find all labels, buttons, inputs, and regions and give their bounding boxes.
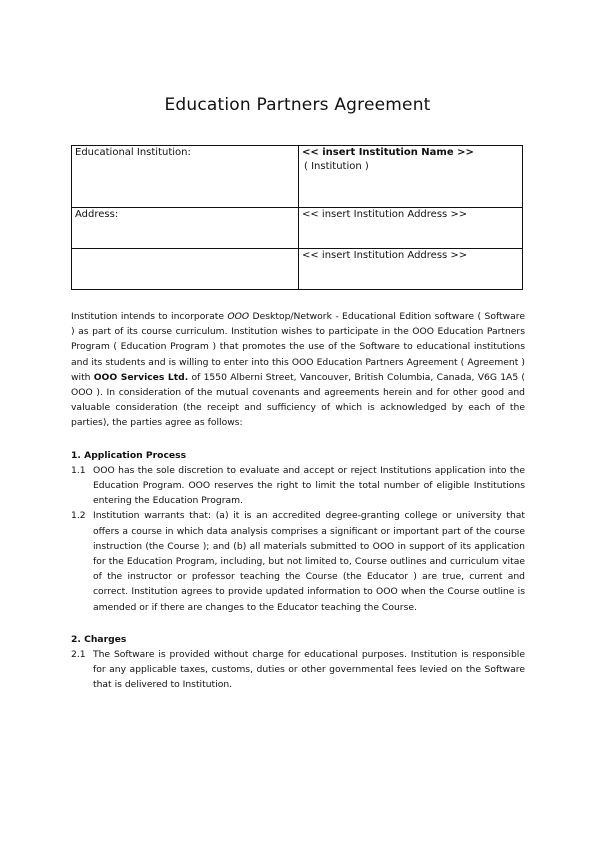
intro-text-1: Institution intends to incorporate: [71, 311, 228, 322]
clause-text: OOO has the sole discretion to evaluate and accept or reject Institutions application into the Education Program. OOO reserves the right to limit the total number of eligible Institutions entering the Education Program.: [93, 464, 525, 507]
intro-text-3: of 1550 Alberni Street, Vancouver, British Columbia, Canada, V6G 1A5 ( OOO ). In consideration of the mutual covenants and agreements herein and for other good and valuable consideration (the receipt and sufficiency of which is acknowledged by each of the parties), the parties agree as follows:: [71, 371, 526, 429]
document-title: Education Partners Agreement: [164, 95, 431, 115]
intro-paragraph: [71, 309, 525, 431]
clause-text: The Software is provided without charge for educational purposes. Institution is responsible for any applicable taxes, customs, duties or other governmental fees levied on the Software that is delivered to Institution.: [93, 649, 525, 691]
intro-text-2: Desktop/Network - Educational Edition software ( Software ) as part of its course curriculum. Institution wishes to participate in the OOO Education Partners Program ( Education Program ) that promotes the use of the Software to educational institutions and its students and is willing to enter into this OOO Education Partners Agreement ( Agreement ) with: [71, 311, 525, 383]
institution-name-placeholder: << insert Institution Name >>: [302, 147, 474, 158]
institution-label: Educational Institution:: [72, 146, 299, 208]
address-value-2: << insert Institution Address >>: [299, 248, 523, 289]
institution-value-cell: [299, 146, 523, 208]
empty-label-cell: [72, 248, 299, 289]
section-title-application: 1. Application Process: [71, 449, 187, 461]
clause: [71, 463, 525, 509]
company-name: OOO Services Ltd.: [93, 371, 189, 383]
clause-text: Institution warrants that: (a) it is an accredited degree-granting college or university that offers a course in which data analysis comprises a significant or important part of the course instruction (the Course ); and (b) all materials submitted to OOO in support of its application for the Education Program, including, but not limited to, Course outlines and curriculum vitae of the instructor or professor teaching the Course (the Educator ) are true, current and correct. Institution agrees to provide updated information to OOO when the Course outline is amended or if there are changes to the Educator teaching the Course.: [93, 510, 525, 613]
section-title-charges: 2. Charges: [71, 633, 127, 645]
clause-number: 1.1: [71, 464, 86, 476]
clause-number: 2.1: [71, 649, 86, 661]
clause-number: 1.2: [71, 510, 86, 522]
address-value-1: << insert Institution Address >>: [299, 208, 523, 248]
clause: [71, 508, 525, 614]
clause: [71, 647, 525, 693]
intro-ooo-italic: OOO: [227, 311, 250, 322]
institution-defined-term: ( Institution ): [304, 161, 369, 172]
address-label: Address:: [72, 208, 299, 248]
agreement-body: [71, 309, 525, 693]
institution-info-table: [71, 145, 523, 290]
